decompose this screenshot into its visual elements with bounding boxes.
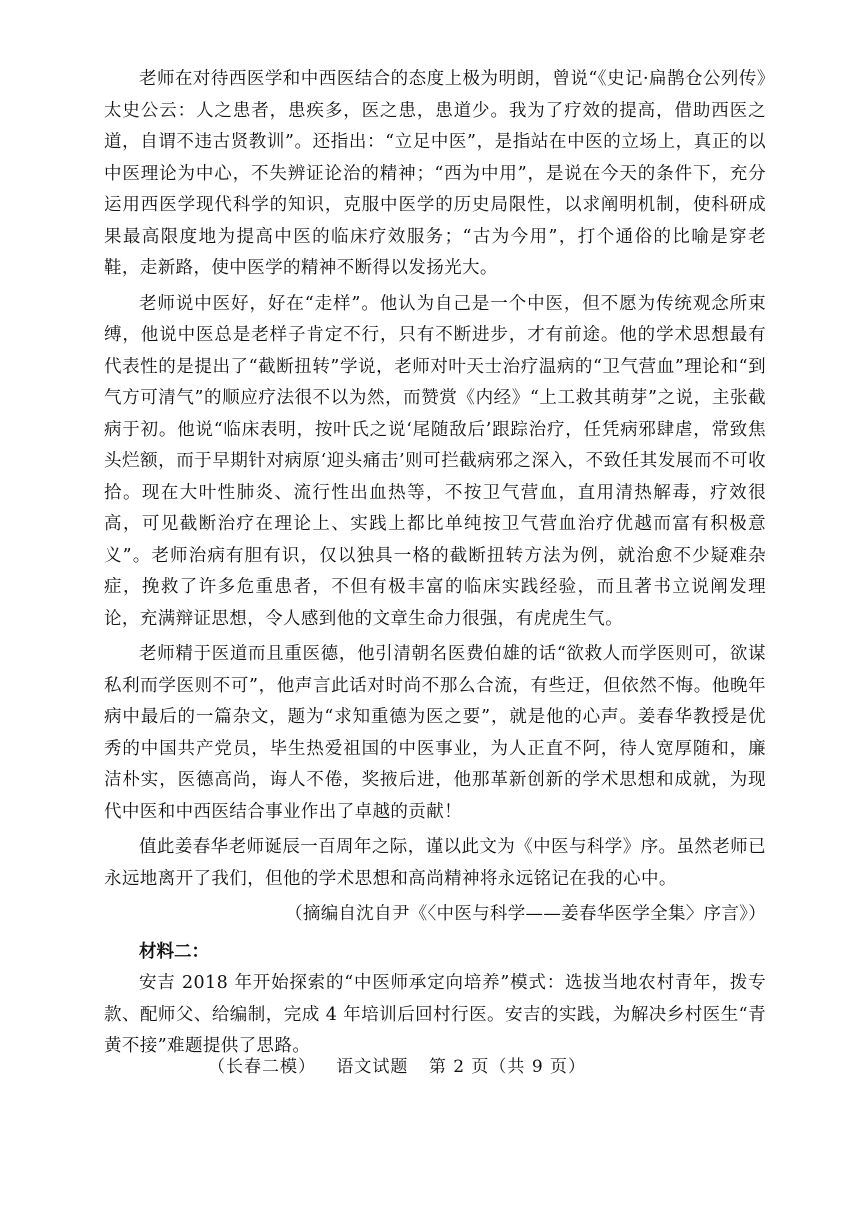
article-paragraph-4: 值此姜春华老师诞辰一百周年之际，谨以此文为《中医与科学》序。虽然老师已永远地离开了我们，但他的学术思想和高尚精神将永远铭记在我的心中。 <box>104 837 766 889</box>
article-source: （摘编自沈自尹《〈中医与科学——姜春华医学全集〉序言》） <box>285 904 766 924</box>
article-paragraph-3: 老师精于医道而且重医德，他引清朝名医费伯雄的话“欲救人而学医则可，欲谋私利而学医则不可”，他声言此话对时尚不那么合流，有些迂，但依然不悔。他晚年病中最后的一篇杂文，题为“求知重德为医之要”，就是他的心声。姜春华教授是优秀的中国共产党员，毕生热爱祖国的中医事业，为人正直不阿，待人宽厚随和，廉洁朴实，医德高尚，诲人不倦，奖掖后进，他那革新创新的学术思想和成就，为现代中医和中西医结合事业作出了卓越的贡献！ <box>104 644 766 822</box>
document-page <box>104 64 766 1063</box>
footer-subject: 语文试题 <box>336 1057 409 1077</box>
footer-page-number: 第 2 页（共 9 页） <box>428 1057 587 1077</box>
footer-exam-name: （长春二模） <box>208 1057 316 1077</box>
page-footer <box>208 1052 586 1077</box>
article-paragraph-1: 老师在对待西医学和中西医结合的态度上极为明朗，曾说“《史记·扁鹊仓公列传》太史公云：人之患者，患疾多，医之患，患道少。我为了疗效的提高，借助西医之道，自谓不违古贤教训”。还指出：“立足中医”，是指站在中医的立场上，真正的以中医理论为中心，不失辨证论治的精神；“西为中用”，是说在今天的条件下，充分运用西医学现代科学的知识，克服中医学的历史局限性，以求阐明机制，使科研成果最高限度地为提高中医的临床疗效服务；“古为今用”，打个通俗的比喻是穿老鞋，走新路，使中医学的精神不断得以发扬光大。 <box>104 69 766 278</box>
material-2-paragraph: 安吉 2018 年开始探索的“中医师承定向培养”模式：选拔当地农村青年，拨专款、配师父、给编制，完成 4 年培训后回村行医。安吉的实践，为解决乡村医生“青黄不接”难题提供了思路。 <box>104 973 766 1056</box>
article-paragraph-2: 老师说中医好，好在“走样”。他认为自己是一个中医，但不愿为传统观念所束缚，他说中医总是老样子肯定不行，只有不断进步，才有前途。他的学术思想最有代表性的是提出了“截断扭转”学说，老师对叶天士治疗温病的“卫气营血”理论和“到气方可清气”的顺应疗法很不以为然，而赞赏《内经》“上工救其萌芽”之说，主张截病于初。他说“临床表明，按叶氏之说‘尾随敌后’跟踪治疗，任凭病邪肆虐，常致焦头烂额，而于早期针对病原‘迎头痛击’则可拦截病邪之深入，不致任其发展而不可收拾。现在大叶性肺炎、流行性出血热等，不按卫气营血，直用清热解毒，疗效很高，可见截断治疗在理论上、实践上都比单纯按卫气营血治疗优越而富有积极意义”。老师治病有胆有识，仅以独具一格的截断扭转方法为例，就治愈不少疑难杂症，挽救了许多危重患者，不但有极丰富的临床实践经验，而且著书立说阐发理论，充满辩证思想，令人感到他的文章生命力很强，有虎虎生气。 <box>104 293 766 629</box>
material-2-heading: 材料二： <box>139 941 209 962</box>
